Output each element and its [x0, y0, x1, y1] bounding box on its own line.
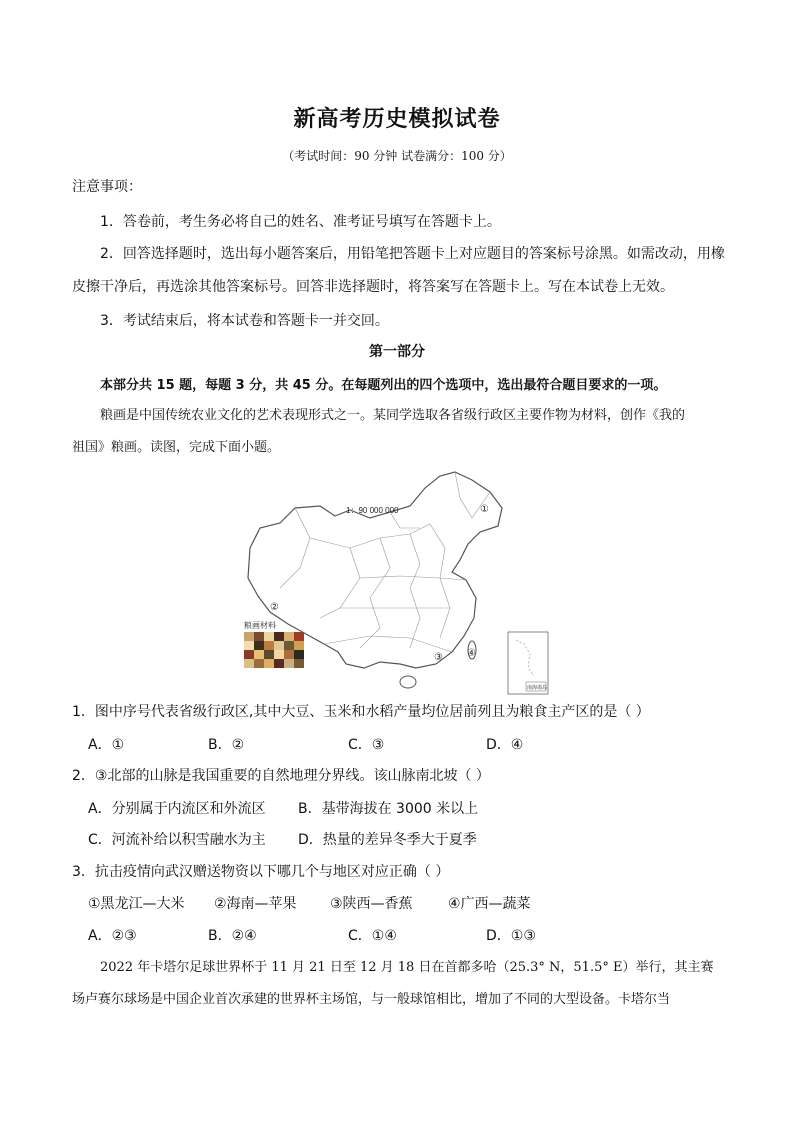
grain-cell: [264, 632, 274, 641]
grain-cell: [274, 650, 284, 659]
grain-cell: [284, 632, 294, 641]
q2-option-a[interactable]: A．分别属于内流区和外流区: [88, 801, 266, 817]
grain-cell: [284, 650, 294, 659]
grain-cell: [254, 659, 264, 668]
q3-item-4: ④广西—蔬菜: [448, 896, 531, 912]
grain-cell: [244, 641, 254, 650]
grain-cell: [254, 632, 264, 641]
note-item-3: 3．考试结束后，将本试卷和答题卡一并交回。: [100, 313, 389, 329]
notes-heading: 注意事项：: [72, 179, 142, 195]
china-map-figure: [240, 468, 554, 700]
marker-1: ①: [480, 504, 489, 515]
marker-4: ④: [467, 648, 476, 659]
grain-cell: [294, 650, 304, 659]
note-item-2-line-2: 皮擦干净后，再选涂其他答案标号。回答非选择题时，将答案写在答题卡上。写在本试卷上无效。: [72, 279, 674, 295]
exam-info: （考试时间：90 分钟 试卷满分：100 分）: [282, 149, 512, 163]
inset-label: 南海诸岛: [527, 685, 548, 691]
question-3-stem: 3．抗击疫情向武汉赠送物资以下哪几个与地区对应正确（ ）: [72, 864, 450, 880]
q1-option-a[interactable]: A．①: [88, 737, 125, 753]
south-china-sea-inset: [508, 632, 548, 694]
page-title: 新高考历史模拟试卷: [293, 107, 501, 132]
section-heading: 第一部分: [369, 344, 425, 360]
grain-cell: [274, 659, 284, 668]
q2-option-c[interactable]: C．河流补给以积雪融水为主: [88, 832, 266, 848]
grain-cell: [254, 641, 264, 650]
q3-option-d[interactable]: D．①③: [486, 928, 536, 944]
section-intro: 本部分共 15 题，每题 3 分，共 45 分。在每题列出的四个选项中，选出最符合题目要求的一项。: [100, 378, 667, 393]
question-2-stem: 2．③北部的山脉是我国重要的自然地理分界线。该山脉南北坡（ ）: [72, 768, 490, 784]
q1-option-d[interactable]: D．④: [486, 737, 524, 753]
question-1-stem: 1．图中序号代表省级行政区,其中大豆、玉米和水稻产量均位居前列且为粮食主产区的是（ ）: [72, 704, 650, 720]
hainan-island: [400, 676, 416, 688]
passage-line-1: 粮画是中国传统农业文化的艺术表现形式之一。某同学选取各省级行政区主要作物为材料，创作《我的: [100, 408, 686, 423]
q2-option-d[interactable]: D．热量的差异冬季大于夏季: [298, 832, 477, 848]
note-item-2-line-1: 2．回答选择题时，选出每小题答案后，用铅笔把答题卡上对应题目的答案标号涂黑。如需改动，用橡: [100, 246, 725, 262]
q1-option-b[interactable]: B．②: [208, 737, 245, 753]
passage-line-2: 祖国》粮画。读图，完成下面小题。: [72, 440, 281, 455]
q3-item-1: ①黑龙江—大米: [88, 896, 185, 912]
q3-item-2: ②海南—苹果: [214, 896, 297, 912]
q3-option-c[interactable]: C．①④: [348, 928, 397, 944]
map-scale: 1：90 000 000: [346, 506, 399, 515]
grain-cell: [264, 659, 274, 668]
grain-cell: [294, 632, 304, 641]
q3-option-a[interactable]: A．②③: [88, 928, 137, 944]
grain-cell: [244, 632, 254, 641]
china-map: [240, 468, 554, 700]
grain-cell: [274, 632, 284, 641]
grain-cell: [294, 659, 304, 668]
marker-3: ③: [434, 652, 443, 663]
grain-materials-image: [244, 632, 304, 668]
grain-cell: [284, 659, 294, 668]
passage2-line-2: 场卢赛尔球场是中国企业首次承建的世界杯主场馆，与一般球馆相比，增加了不同的大型设备。卡塔尔当: [72, 992, 671, 1007]
marker-2: ②: [270, 602, 279, 613]
grain-cell: [264, 641, 274, 650]
note-item-1: 1．答卷前，考生务必将自己的姓名、准考证号填写在答题卡上。: [100, 214, 501, 230]
grain-cell: [244, 650, 254, 659]
grain-cell: [294, 641, 304, 650]
passage2-line-1: 2022 年卡塔尔足球世界杯于 11 月 21 日至 12 月 18 日在首都多哈（25.3° N，51.5° E）举行，其主赛: [100, 960, 714, 975]
q2-option-b[interactable]: B．基带海拔在 3000 米以上: [298, 801, 479, 817]
grain-cell: [244, 659, 254, 668]
grain-cell: [284, 641, 294, 650]
q1-option-c[interactable]: C．③: [348, 737, 385, 753]
materials-label: 粮画材料: [244, 621, 276, 630]
q3-item-3: ③陕西—香蕉: [330, 896, 413, 912]
grain-cell: [274, 641, 284, 650]
q3-option-b[interactable]: B．②④: [208, 928, 257, 944]
grain-cell: [264, 650, 274, 659]
grain-cell: [254, 650, 264, 659]
